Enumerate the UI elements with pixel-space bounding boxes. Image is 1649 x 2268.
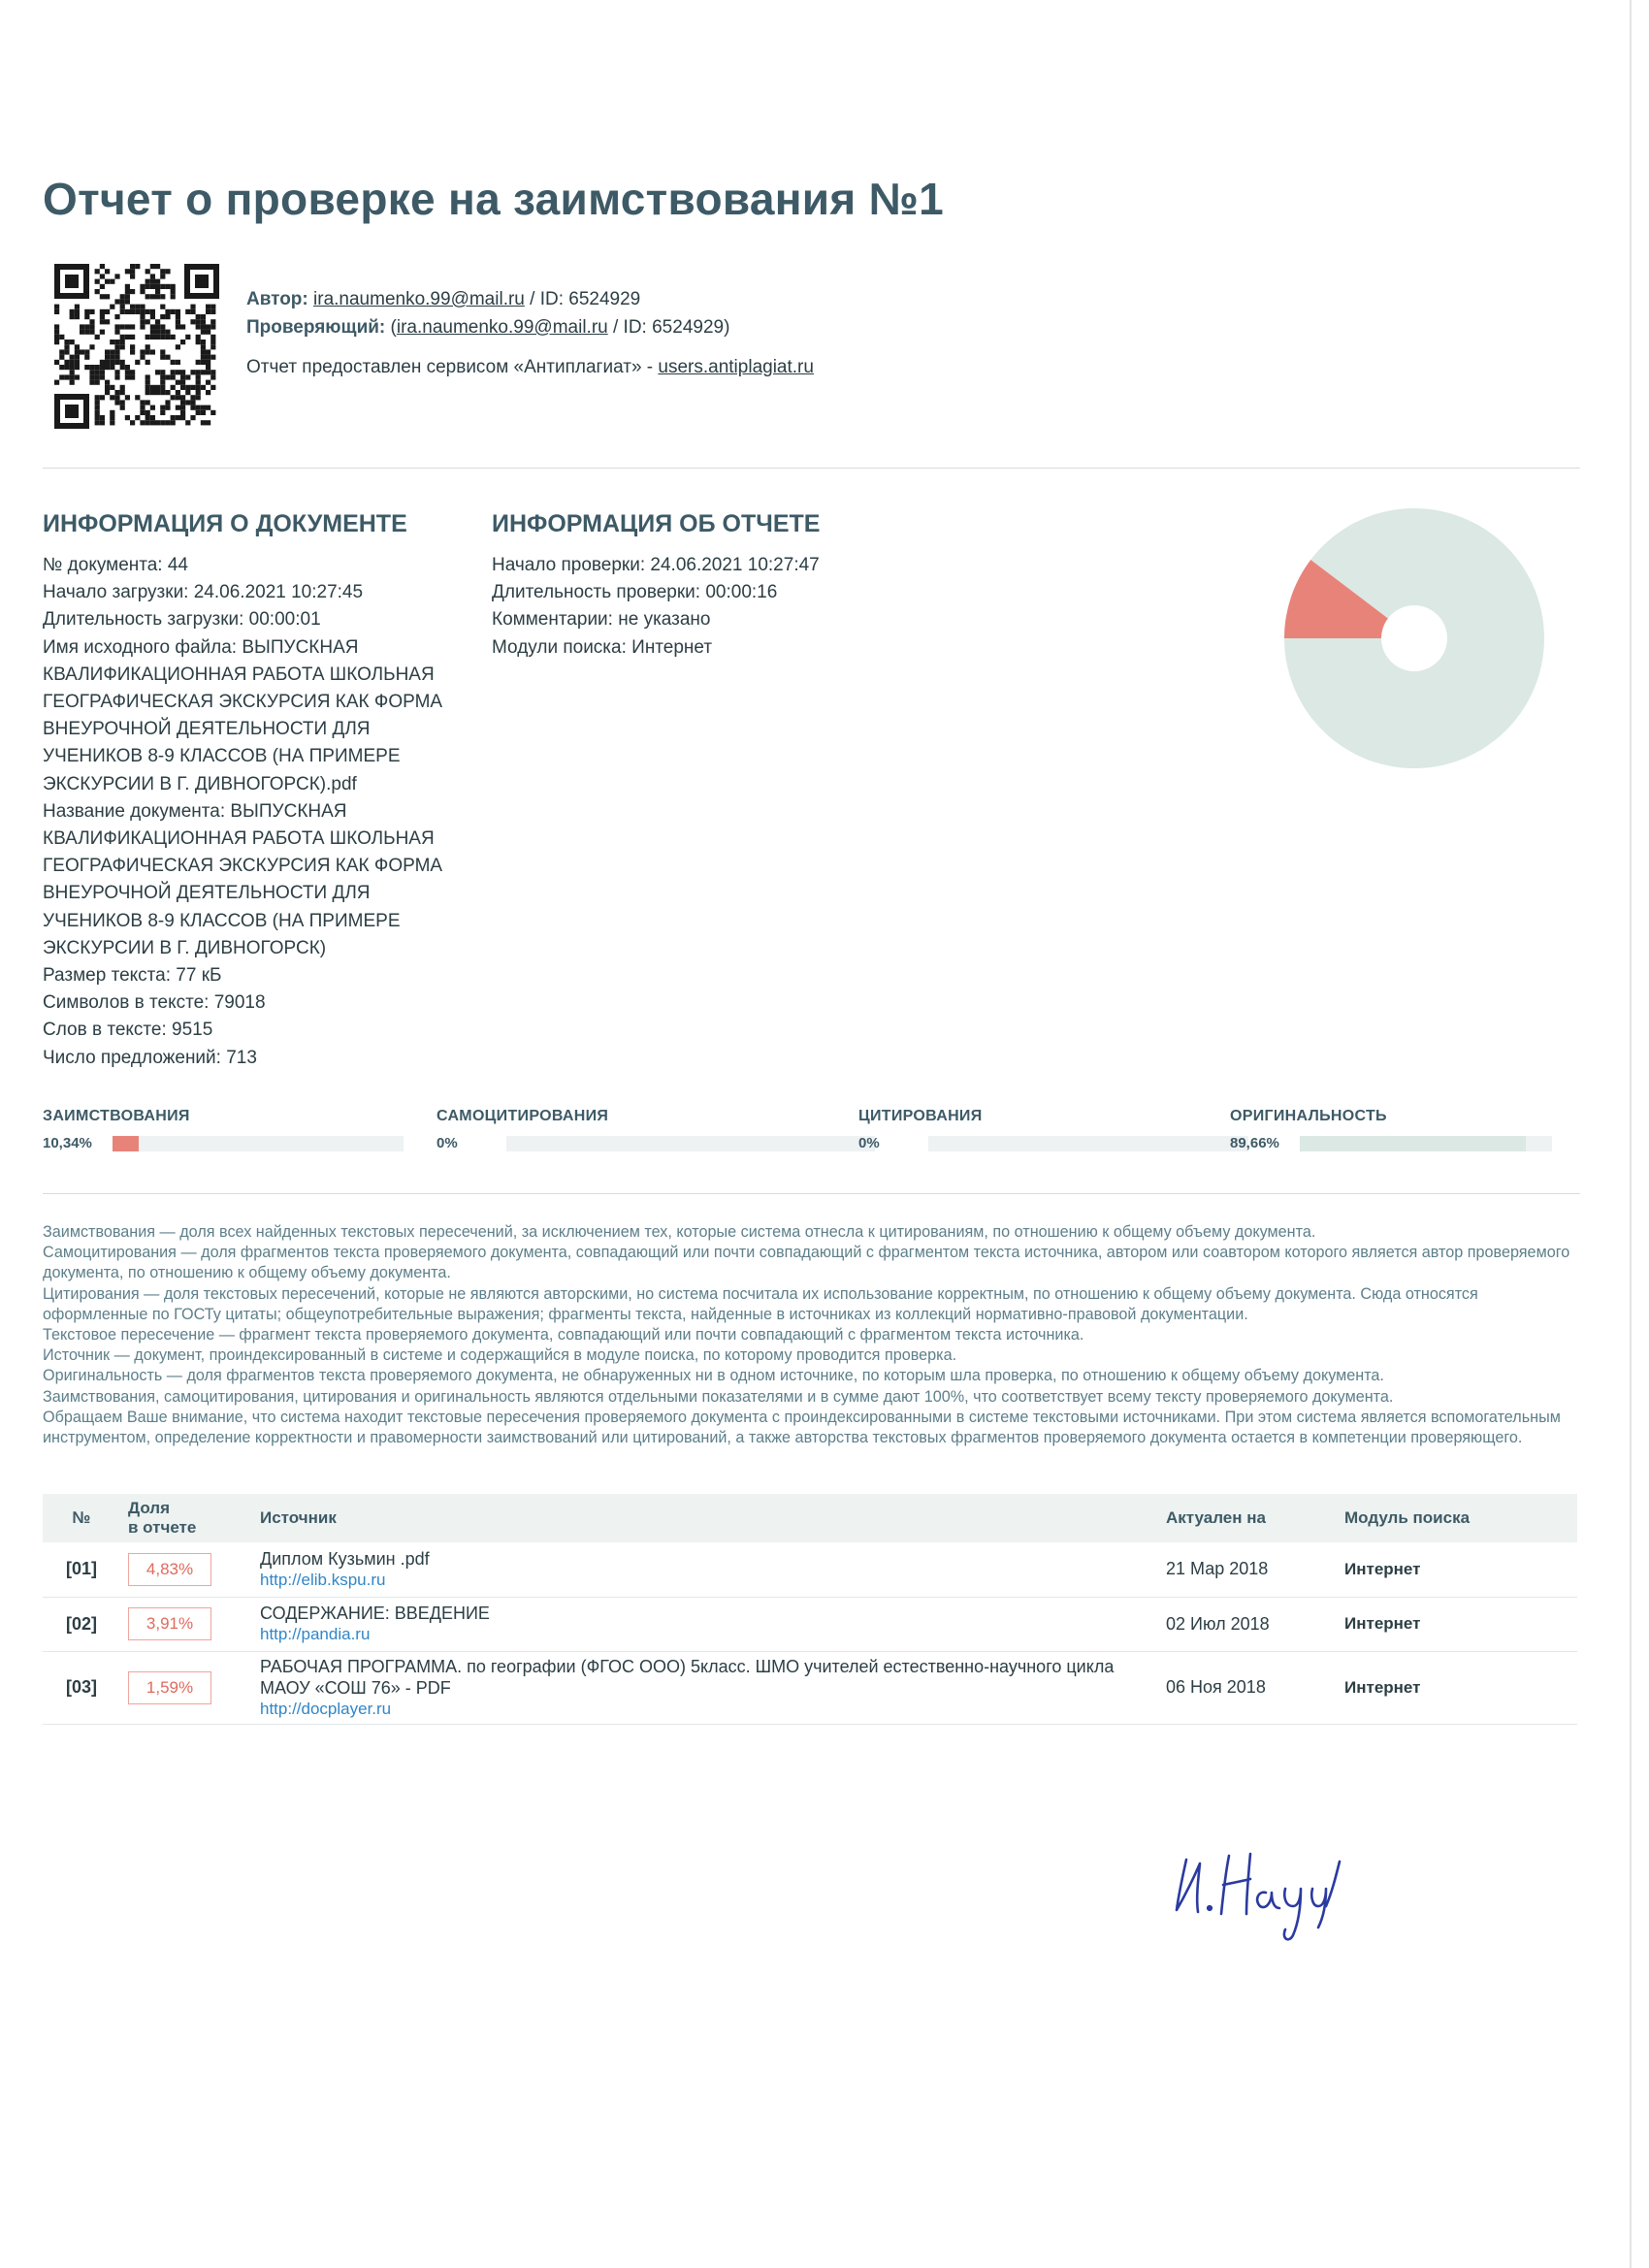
info-line: Название документа: ВЫПУСКНАЯ <box>43 800 347 822</box>
info-line: Символов в тексте: 79018 <box>43 992 266 1014</box>
row-source <box>252 1542 1158 1597</box>
info-line: Длительность проверки: 00:00:16 <box>492 582 778 603</box>
pie-hole <box>1381 605 1447 671</box>
row-share <box>120 1542 252 1597</box>
handwritten-signature <box>1169 1838 1373 1945</box>
info-line: № документа: 44 <box>43 555 188 575</box>
metric-bar-fill <box>113 1136 139 1151</box>
table-row[interactable] <box>43 1597 1577 1651</box>
info-line: Модули поиска: Интернет <box>492 636 713 658</box>
divider <box>43 468 1580 469</box>
info-line: Число предложений: 713 <box>43 1047 257 1068</box>
row-module: Интернет <box>1337 1542 1577 1597</box>
author-email-link[interactable]: ira.naumenko.99@mail.ru <box>313 289 525 309</box>
originality-pie-chart <box>1284 508 1544 768</box>
page-title: Отчет о проверке на заимствования №1 <box>43 174 945 224</box>
metric-label: ЗАИМСТВОВАНИЯ <box>43 1108 190 1124</box>
metric-bar <box>928 1136 1248 1151</box>
metric-оригинальность <box>1230 1108 1552 1151</box>
row-date: 06 Ноя 2018 <box>1158 1651 1337 1724</box>
definitions-text <box>43 1222 1585 1448</box>
row-date: 02 Июл 2018 <box>1158 1597 1337 1651</box>
info-line: ВНЕУРОЧНОЙ ДЕЯТЕЛЬНОСТИ ДЛЯ <box>43 719 371 740</box>
source-title-2: МАОУ «СОШ 76» - PDF <box>260 1677 451 1698</box>
metric-bar <box>506 1136 875 1151</box>
info-line: Комментарии: не указано <box>492 609 711 631</box>
source-title: РАБОЧАЯ ПРОГРАММА. по географии (ФГОС ООО) 5класс. ШМО учителей естественно-научного цикла <box>260 1656 1115 1676</box>
report-info-heading: ИНФОРМАЦИЯ ОБ ОТЧЕТЕ <box>492 510 821 537</box>
definition-paragraph: Оригинальность — доля фрагментов текста проверяемого документа, не обнаруженных ни в одном источнике, по которым шла проверка, по отношению к общему объему документа. <box>43 1367 1384 1385</box>
info-line: КВАЛИФИКАЦИОННАЯ РАБОТА ШКОЛЬНАЯ <box>43 664 435 685</box>
source-title: Диплом Кузьмин .pdf <box>260 1548 430 1569</box>
col-source: Источник <box>252 1494 1158 1542</box>
author-line: Автор: ira.naumenko.99@mail.ru / ID: 6524929 <box>246 289 641 309</box>
metric-самоцитирования <box>436 1108 875 1151</box>
table-row[interactable] <box>43 1651 1577 1724</box>
doc-info-heading: ИНФОРМАЦИЯ О ДОКУМЕНТЕ <box>43 510 407 537</box>
metric-bar <box>113 1136 404 1151</box>
row-module: Интернет <box>1337 1597 1577 1651</box>
row-source <box>252 1651 1158 1724</box>
col-num: № <box>43 1494 120 1542</box>
metric-bar-fill <box>1300 1136 1526 1151</box>
metric-заимствования <box>43 1108 404 1151</box>
service-line: Отчет предоставлен сервисом «Антиплагиат» - users.antiplagiat.ru <box>246 357 814 377</box>
divider <box>43 1193 1580 1194</box>
metric-label: САМОЦИТИРОВАНИЯ <box>436 1108 609 1124</box>
info-line: ВНЕУРОЧНОЙ ДЕЯТЕЛЬНОСТИ ДЛЯ <box>43 883 371 904</box>
source-link[interactable]: http://pandia.ru <box>260 1625 371 1643</box>
row-number: [02] <box>43 1597 120 1651</box>
metric-цитирования <box>858 1108 1248 1151</box>
row-date: 21 Мар 2018 <box>1158 1542 1337 1597</box>
metric-value: 10,34% <box>43 1135 92 1151</box>
definition-paragraph: Самоцитирования — доля фрагментов текста проверяемого документа, совпадающий или почти совпадающий с фрагментом текста источника, автором или соавтором которого является автор проверяемого документа, по отношению к общему объему документа. <box>43 1244 1570 1282</box>
info-line: КВАЛИФИКАЦИОННАЯ РАБОТА ШКОЛЬНАЯ <box>43 828 435 850</box>
info-line: ЭКСКУРСИИ В Г. ДИВНОГОРСК).pdf <box>43 773 357 794</box>
table-header <box>43 1494 1577 1542</box>
info-line: УЧЕНИКОВ 8-9 КЛАССОВ (НА ПРИМЕРЕ <box>43 910 401 931</box>
metric-bar <box>1300 1136 1552 1151</box>
row-share <box>120 1597 252 1651</box>
definition-paragraph: Заимствования — доля всех найденных текстовых пересечений, за исключением тех, которые система отнесла к цитированиям, по отношению к общему объему документа. <box>43 1223 1316 1241</box>
share-badge: 1,59% <box>128 1671 211 1704</box>
info-line: ЭКСКУРСИИ В Г. ДИВНОГОРСК) <box>43 937 327 958</box>
share-badge: 3,91% <box>128 1607 211 1640</box>
info-line: Имя исходного файла: ВЫПУСКНАЯ <box>43 636 359 658</box>
col-module: Модуль поиска <box>1337 1494 1577 1542</box>
row-number: [01] <box>43 1542 120 1597</box>
col-share: Доля в отчете <box>120 1494 252 1542</box>
page-edge <box>1630 0 1632 2268</box>
metric-value: 0% <box>858 1135 880 1151</box>
checker-email-link[interactable]: ira.naumenko.99@mail.ru <box>396 317 608 338</box>
qr-code-icon <box>54 264 219 429</box>
info-line: ГЕОГРАФИЧЕСКАЯ ЭКСКУРСИЯ КАК ФОРМА <box>43 856 443 877</box>
info-line: УЧЕНИКОВ 8-9 КЛАССОВ (НА ПРИМЕРЕ <box>43 746 401 767</box>
report-info-list <box>492 552 899 662</box>
row-share <box>120 1651 252 1724</box>
definition-paragraph: Источник — документ, проиндексированный в системе и содержащийся в модуле поиска, по которому проводится проверка. <box>43 1346 957 1365</box>
service-link[interactable]: users.antiplagiat.ru <box>658 357 814 377</box>
row-module: Интернет <box>1337 1651 1577 1724</box>
source-link[interactable]: http://elib.kspu.ru <box>260 1570 386 1589</box>
info-line: Начало проверки: 24.06.2021 10:27:47 <box>492 555 820 575</box>
doc-info-list <box>43 552 469 1072</box>
info-line: Размер текста: 77 кБ <box>43 965 222 987</box>
table-row[interactable] <box>43 1542 1577 1597</box>
checker-line: Проверяющий: (ira.naumenko.99@mail.ru / ID: 6524929) <box>246 317 730 338</box>
metric-value: 0% <box>436 1135 458 1151</box>
definition-paragraph: Цитирования — доля текстовых пересечений, которые не являются авторскими, но система посчитала их использование корректным, по отношению к общему объему документа. Сюда относятся оформленные по ГОСТу цитаты; общеупотребительные выражения; фрагменты текста, найденные в источниках из коллекций нормативно-правовой документации. <box>43 1284 1478 1323</box>
info-line: ГЕОГРАФИЧЕСКАЯ ЭКСКУРСИЯ КАК ФОРМА <box>43 692 443 713</box>
row-source <box>252 1597 1158 1651</box>
source-title: СОДЕРЖАНИЕ: ВВЕДЕНИЕ <box>260 1604 490 1623</box>
col-date: Актуален на <box>1158 1494 1337 1542</box>
row-number: [03] <box>43 1651 120 1724</box>
definition-paragraph: Заимствования, самоцитирования, цитирования и оригинальность являются отдельными показателями и в сумме дают 100%, что соответствует всему тексту проверяемого документа. <box>43 1387 1394 1406</box>
definition-paragraph: Текстовое пересечение — фрагмент текста проверяемого документа, совпадающий или почти совпадающий с фрагментом текста источника. <box>43 1326 1084 1345</box>
info-line: Слов в тексте: 9515 <box>43 1020 213 1041</box>
info-line: Длительность загрузки: 00:00:01 <box>43 609 321 631</box>
sources-table <box>43 1494 1577 1725</box>
metric-label: ЦИТИРОВАНИЯ <box>858 1108 983 1124</box>
source-link[interactable]: http://docplayer.ru <box>260 1699 392 1718</box>
metric-label: ОРИГИНАЛЬНОСТЬ <box>1230 1108 1387 1124</box>
definition-paragraph: Обращаем Ваше внимание, что система находит текстовые пересечения проверяемого документа с проиндексированными в системе текстовыми источниками. При этом система является вспомогательным инструментом, определение корректности и правомерности заимствований или цитирований, а также авторства текстовых фрагментов проверяемого документа остается в компетенции проверяющего. <box>43 1408 1561 1447</box>
metric-value: 89,66% <box>1230 1135 1279 1151</box>
share-badge: 4,83% <box>128 1553 211 1586</box>
info-line: Начало загрузки: 24.06.2021 10:27:45 <box>43 582 364 603</box>
